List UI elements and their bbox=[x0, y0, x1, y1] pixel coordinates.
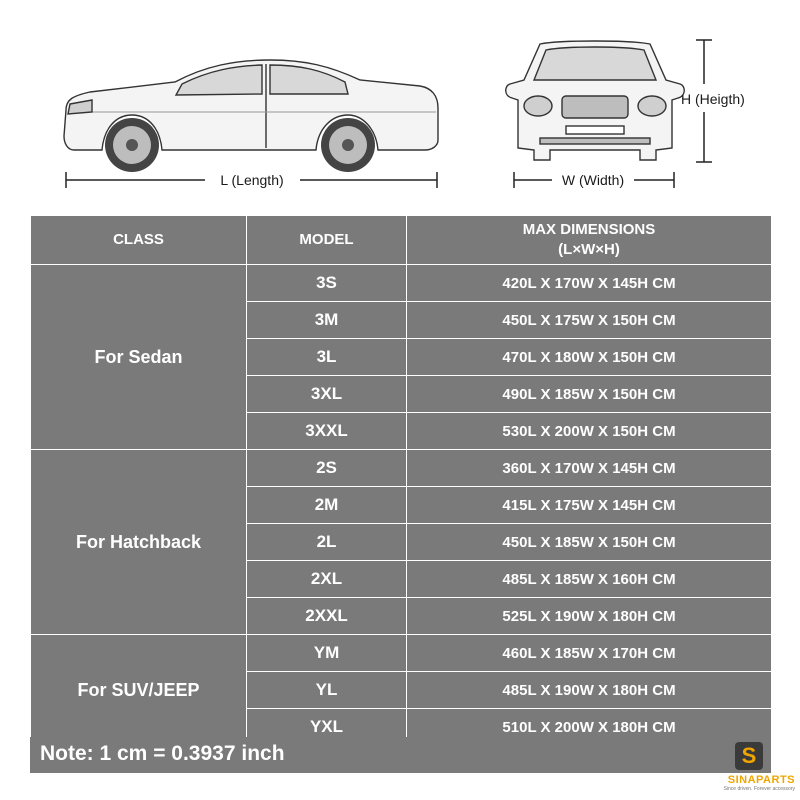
model-cell: 3M bbox=[247, 302, 407, 339]
model-cell: 3XL bbox=[247, 376, 407, 413]
dimensions-cell: 510L X 200W X 180H CM bbox=[407, 709, 772, 746]
table-row bbox=[31, 265, 772, 302]
class-cell-suv-jeep: For SUV/JEEP bbox=[31, 635, 247, 746]
class-header: CLASS bbox=[31, 216, 247, 265]
model-cell: YL bbox=[247, 672, 407, 709]
model-cell: 2S bbox=[247, 450, 407, 487]
table-header-row bbox=[31, 216, 772, 265]
dimensions-cell: 415L X 175W X 145H CM bbox=[407, 487, 772, 524]
dimensions-cell: 420L X 170W X 145H CM bbox=[407, 265, 772, 302]
size-chart-table bbox=[30, 215, 772, 746]
model-header: MODEL bbox=[247, 216, 407, 265]
model-cell: 2M bbox=[247, 487, 407, 524]
sinaparts-logo-icon: S bbox=[735, 742, 763, 770]
class-cell-hatchback: For Hatchback bbox=[31, 450, 247, 635]
dimensions-cell: 530L X 200W X 150H CM bbox=[407, 413, 772, 450]
max-dimensions-header-line1: MAX DIMENSIONS bbox=[522, 221, 656, 238]
model-cell: YM bbox=[247, 635, 407, 672]
dimensions-cell: 460L X 185W X 170H CM bbox=[407, 635, 772, 672]
brand-watermark bbox=[705, 774, 795, 796]
brand-name: SINAPARTS bbox=[727, 774, 795, 786]
table-row bbox=[31, 635, 772, 672]
note-bar bbox=[30, 737, 771, 773]
length-label: L (Length) bbox=[220, 172, 284, 188]
dimensions-cell: 490L X 185W X 150H CM bbox=[407, 376, 772, 413]
unit-conversion-note: Note: 1 cm = 0.3937 inch bbox=[40, 742, 285, 765]
model-cell: 3S bbox=[247, 265, 407, 302]
model-cell: 2XL bbox=[247, 561, 407, 598]
max-dimensions-header bbox=[407, 216, 772, 265]
car-dimension-diagram bbox=[0, 0, 800, 215]
brand-tagline: Since driven. Forever accessory bbox=[723, 786, 795, 792]
dimensions-cell: 450L X 185W X 150H CM bbox=[407, 524, 772, 561]
dimensions-cell: 450L X 175W X 150H CM bbox=[407, 302, 772, 339]
max-dimensions-header-line2: (L×W×H) bbox=[558, 241, 620, 258]
sedan-front-view bbox=[506, 41, 685, 160]
model-cell: 2L bbox=[247, 524, 407, 561]
class-cell-sedan: For Sedan bbox=[31, 265, 247, 450]
dimensions-cell: 360L X 170W X 145H CM bbox=[407, 450, 772, 487]
model-cell: 3L bbox=[247, 339, 407, 376]
dimensions-cell: 470L X 180W X 150H CM bbox=[407, 339, 772, 376]
dimensions-cell: 485L X 190W X 180H CM bbox=[407, 672, 772, 709]
model-cell: YXL bbox=[247, 709, 407, 746]
width-label: W (Width) bbox=[561, 172, 625, 188]
dimensions-cell: 525L X 190W X 180H CM bbox=[407, 598, 772, 635]
table-row bbox=[31, 450, 772, 487]
model-cell: 2XXL bbox=[247, 598, 407, 635]
model-cell: 3XXL bbox=[247, 413, 407, 450]
height-label: H (Heigth) bbox=[681, 91, 745, 107]
dimensions-cell: 485L X 185W X 160H CM bbox=[407, 561, 772, 598]
